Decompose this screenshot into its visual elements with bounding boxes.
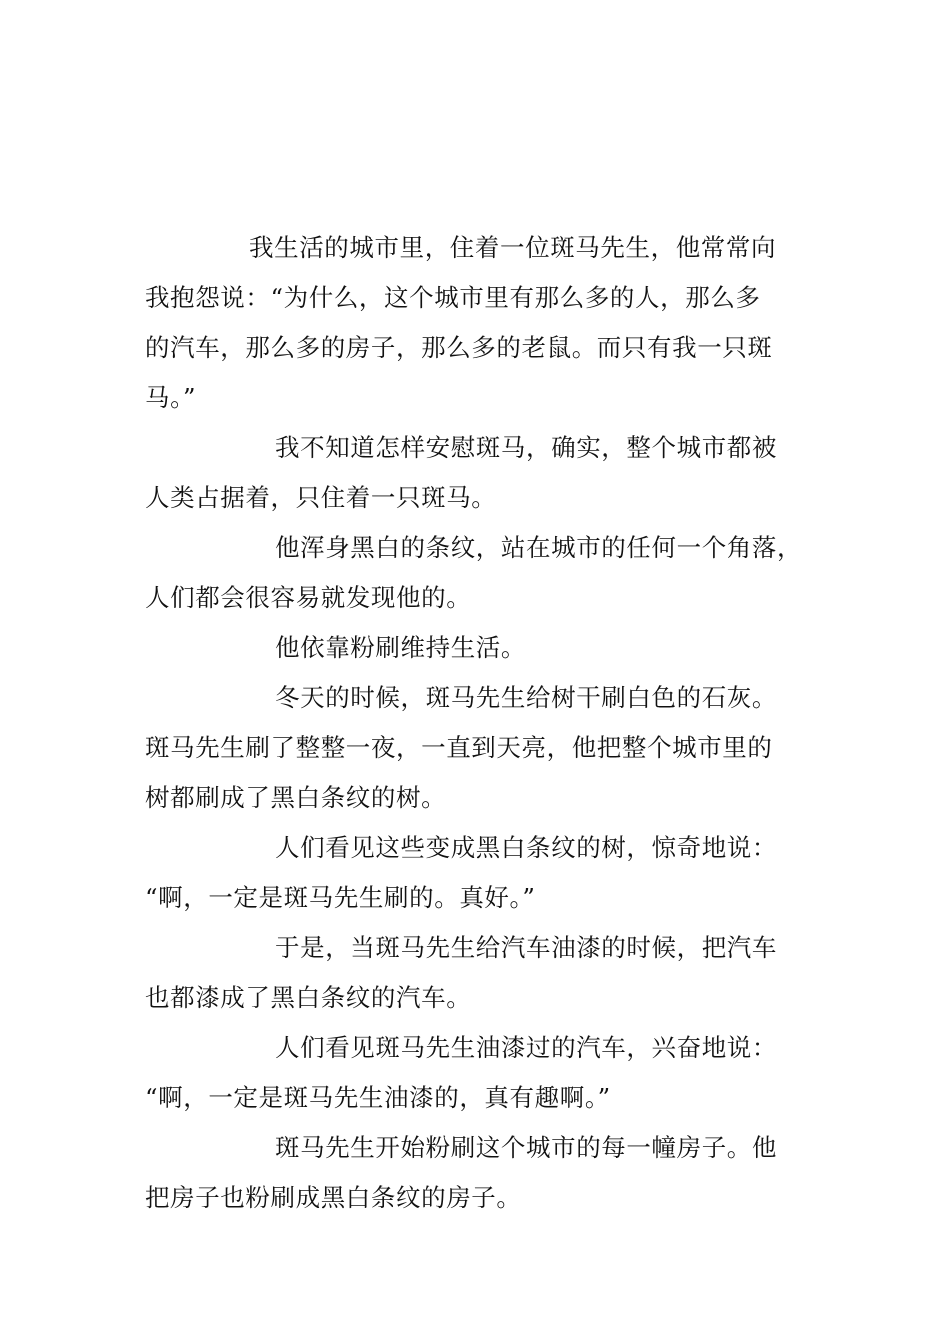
text-line: 的汽车，那么多的房子，那么多的老鼠。而只有我一只斑: [145, 333, 773, 362]
text-line: 人类占据着，只住着一只斑马。: [145, 483, 497, 512]
text-line: 斑马先生刷了整整一夜，一直到天亮，他把整个城市里的: [145, 733, 773, 762]
text-line: 他浑身黑白的条纹，站在城市的任何一个角落，: [275, 533, 803, 562]
text-line: 他依靠粉刷维持生活。: [275, 633, 526, 662]
text-line: “啊，一定是斑马先生刷的。真好。”: [145, 883, 536, 912]
text-line: 我不知道怎样安慰斑马，确实，整个城市都被: [275, 433, 777, 462]
text-line: 把房子也粉刷成黑白条纹的房子。: [145, 1183, 522, 1212]
text-line: 我生活的城市里，住着一位斑马先生，他常常向: [249, 233, 777, 262]
text-line: 树都刷成了黑白条纹的树。: [145, 783, 447, 812]
text-line: 马。”: [145, 383, 197, 412]
text-line: 冬天的时候，斑马先生给树干刷白色的石灰。: [275, 683, 777, 712]
text-line: 人们都会很容易就发现他的。: [145, 583, 472, 612]
text-line: 我抱怨说：“为什么，这个城市里有那么多的人，那么多: [145, 283, 761, 312]
text-line: 人们看见这些变成黑白条纹的树，惊奇地说：: [275, 833, 777, 862]
text-line: 人们看见斑马先生油漆过的汽车，兴奋地说：: [275, 1033, 777, 1062]
text-line: “啊，一定是斑马先生油漆的，真有趣啊。”: [145, 1083, 611, 1112]
text-line: 斑马先生开始粉刷这个城市的每一幢房子。他: [275, 1133, 777, 1162]
text-line: 也都漆成了黑白条纹的汽车。: [145, 983, 472, 1012]
text-line: 于是，当斑马先生给汽车油漆的时候，把汽车: [275, 933, 777, 962]
